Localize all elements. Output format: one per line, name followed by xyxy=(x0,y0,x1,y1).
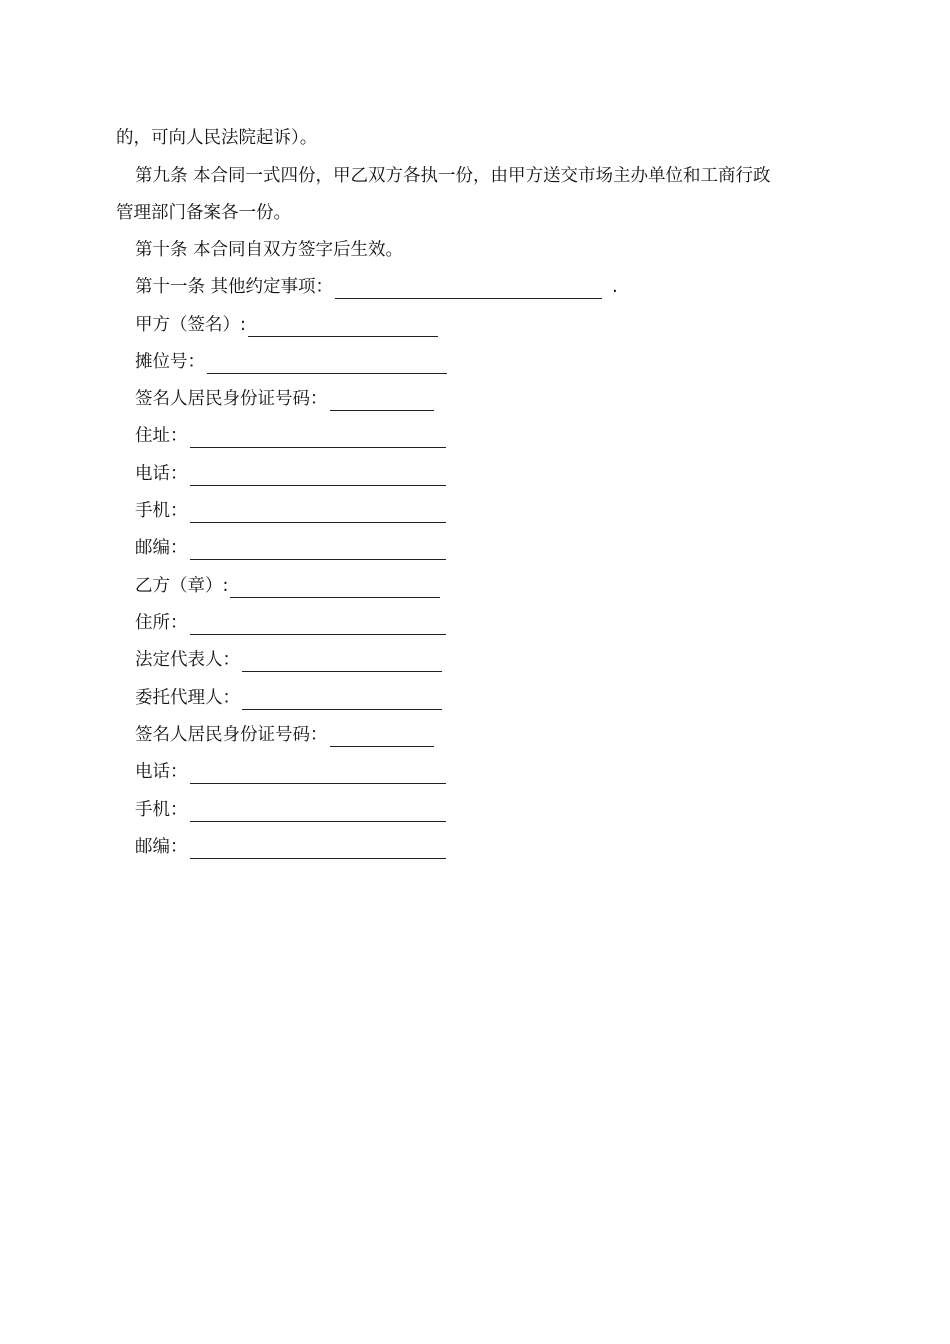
other-terms-blank[interactable] xyxy=(335,280,602,299)
field-label: 委托代理人： xyxy=(135,688,240,708)
field-label: 法定代表人： xyxy=(135,650,240,670)
party-a-field-row xyxy=(135,462,446,486)
field-label: 住所： xyxy=(135,613,188,633)
article-11-row xyxy=(135,275,618,299)
party-a-field-row xyxy=(135,387,434,411)
id-number-blank[interactable] xyxy=(330,728,434,747)
field-label: 手机： xyxy=(135,800,188,820)
party-a-field-row xyxy=(135,424,446,448)
id-number-blank[interactable] xyxy=(330,392,434,411)
party-a-field-row xyxy=(135,536,446,560)
party-a-signature-blank[interactable] xyxy=(248,318,438,337)
party-b-field-row xyxy=(135,760,446,784)
party-b-field-row xyxy=(135,686,442,710)
residence-blank[interactable] xyxy=(190,616,446,635)
field-label: 邮编： xyxy=(135,538,188,558)
field-label: 邮编： xyxy=(135,837,188,857)
phone-blank[interactable] xyxy=(190,467,446,486)
field-label: 电话： xyxy=(135,762,188,782)
paragraph-text: 的，可向人民法院起诉）。 xyxy=(116,128,318,148)
party-b-field-row xyxy=(135,835,446,859)
article-11-label: 第十一条 其他约定事项： xyxy=(135,277,334,297)
field-label: 摊位号： xyxy=(135,352,205,372)
trailing-period: . xyxy=(612,277,618,297)
mobile-blank[interactable] xyxy=(190,504,446,523)
phone-blank[interactable] xyxy=(190,765,446,784)
party-b-title-row xyxy=(135,574,440,598)
party-a-title-row xyxy=(135,313,438,337)
party-a-title: 甲方（签名）: xyxy=(135,315,246,335)
party-b-field-row xyxy=(135,723,434,747)
party-b-title: 乙方（章）: xyxy=(135,576,229,596)
legal-representative-blank[interactable] xyxy=(242,653,442,672)
field-label: 签名人居民身份证号码： xyxy=(135,725,328,745)
party-b-field-row xyxy=(135,611,446,635)
agent-blank[interactable] xyxy=(242,691,442,710)
field-label: 住址： xyxy=(135,426,188,446)
field-label: 手机： xyxy=(135,501,188,521)
field-label: 签名人居民身份证号码： xyxy=(135,389,328,409)
article-10-text: 第十条 本合同自双方签字后生效。 xyxy=(135,240,404,260)
postcode-blank[interactable] xyxy=(190,541,446,560)
party-a-field-row xyxy=(135,499,446,523)
party-b-seal-blank[interactable] xyxy=(230,579,440,598)
field-label: 电话： xyxy=(135,464,188,484)
address-blank[interactable] xyxy=(190,429,446,448)
party-b-field-row xyxy=(135,648,442,672)
article-9-text-continued: 管理部门备案各一份。 xyxy=(116,203,291,223)
postcode-blank[interactable] xyxy=(190,840,446,859)
mobile-blank[interactable] xyxy=(190,803,446,822)
party-b-field-row xyxy=(135,798,446,822)
booth-number-blank[interactable] xyxy=(207,355,447,374)
article-9-text: 第九条 本合同一式四份，甲乙双方各执一份，由甲方送交市场主办单位和工商行政 xyxy=(135,166,771,186)
party-a-field-row xyxy=(135,350,447,374)
